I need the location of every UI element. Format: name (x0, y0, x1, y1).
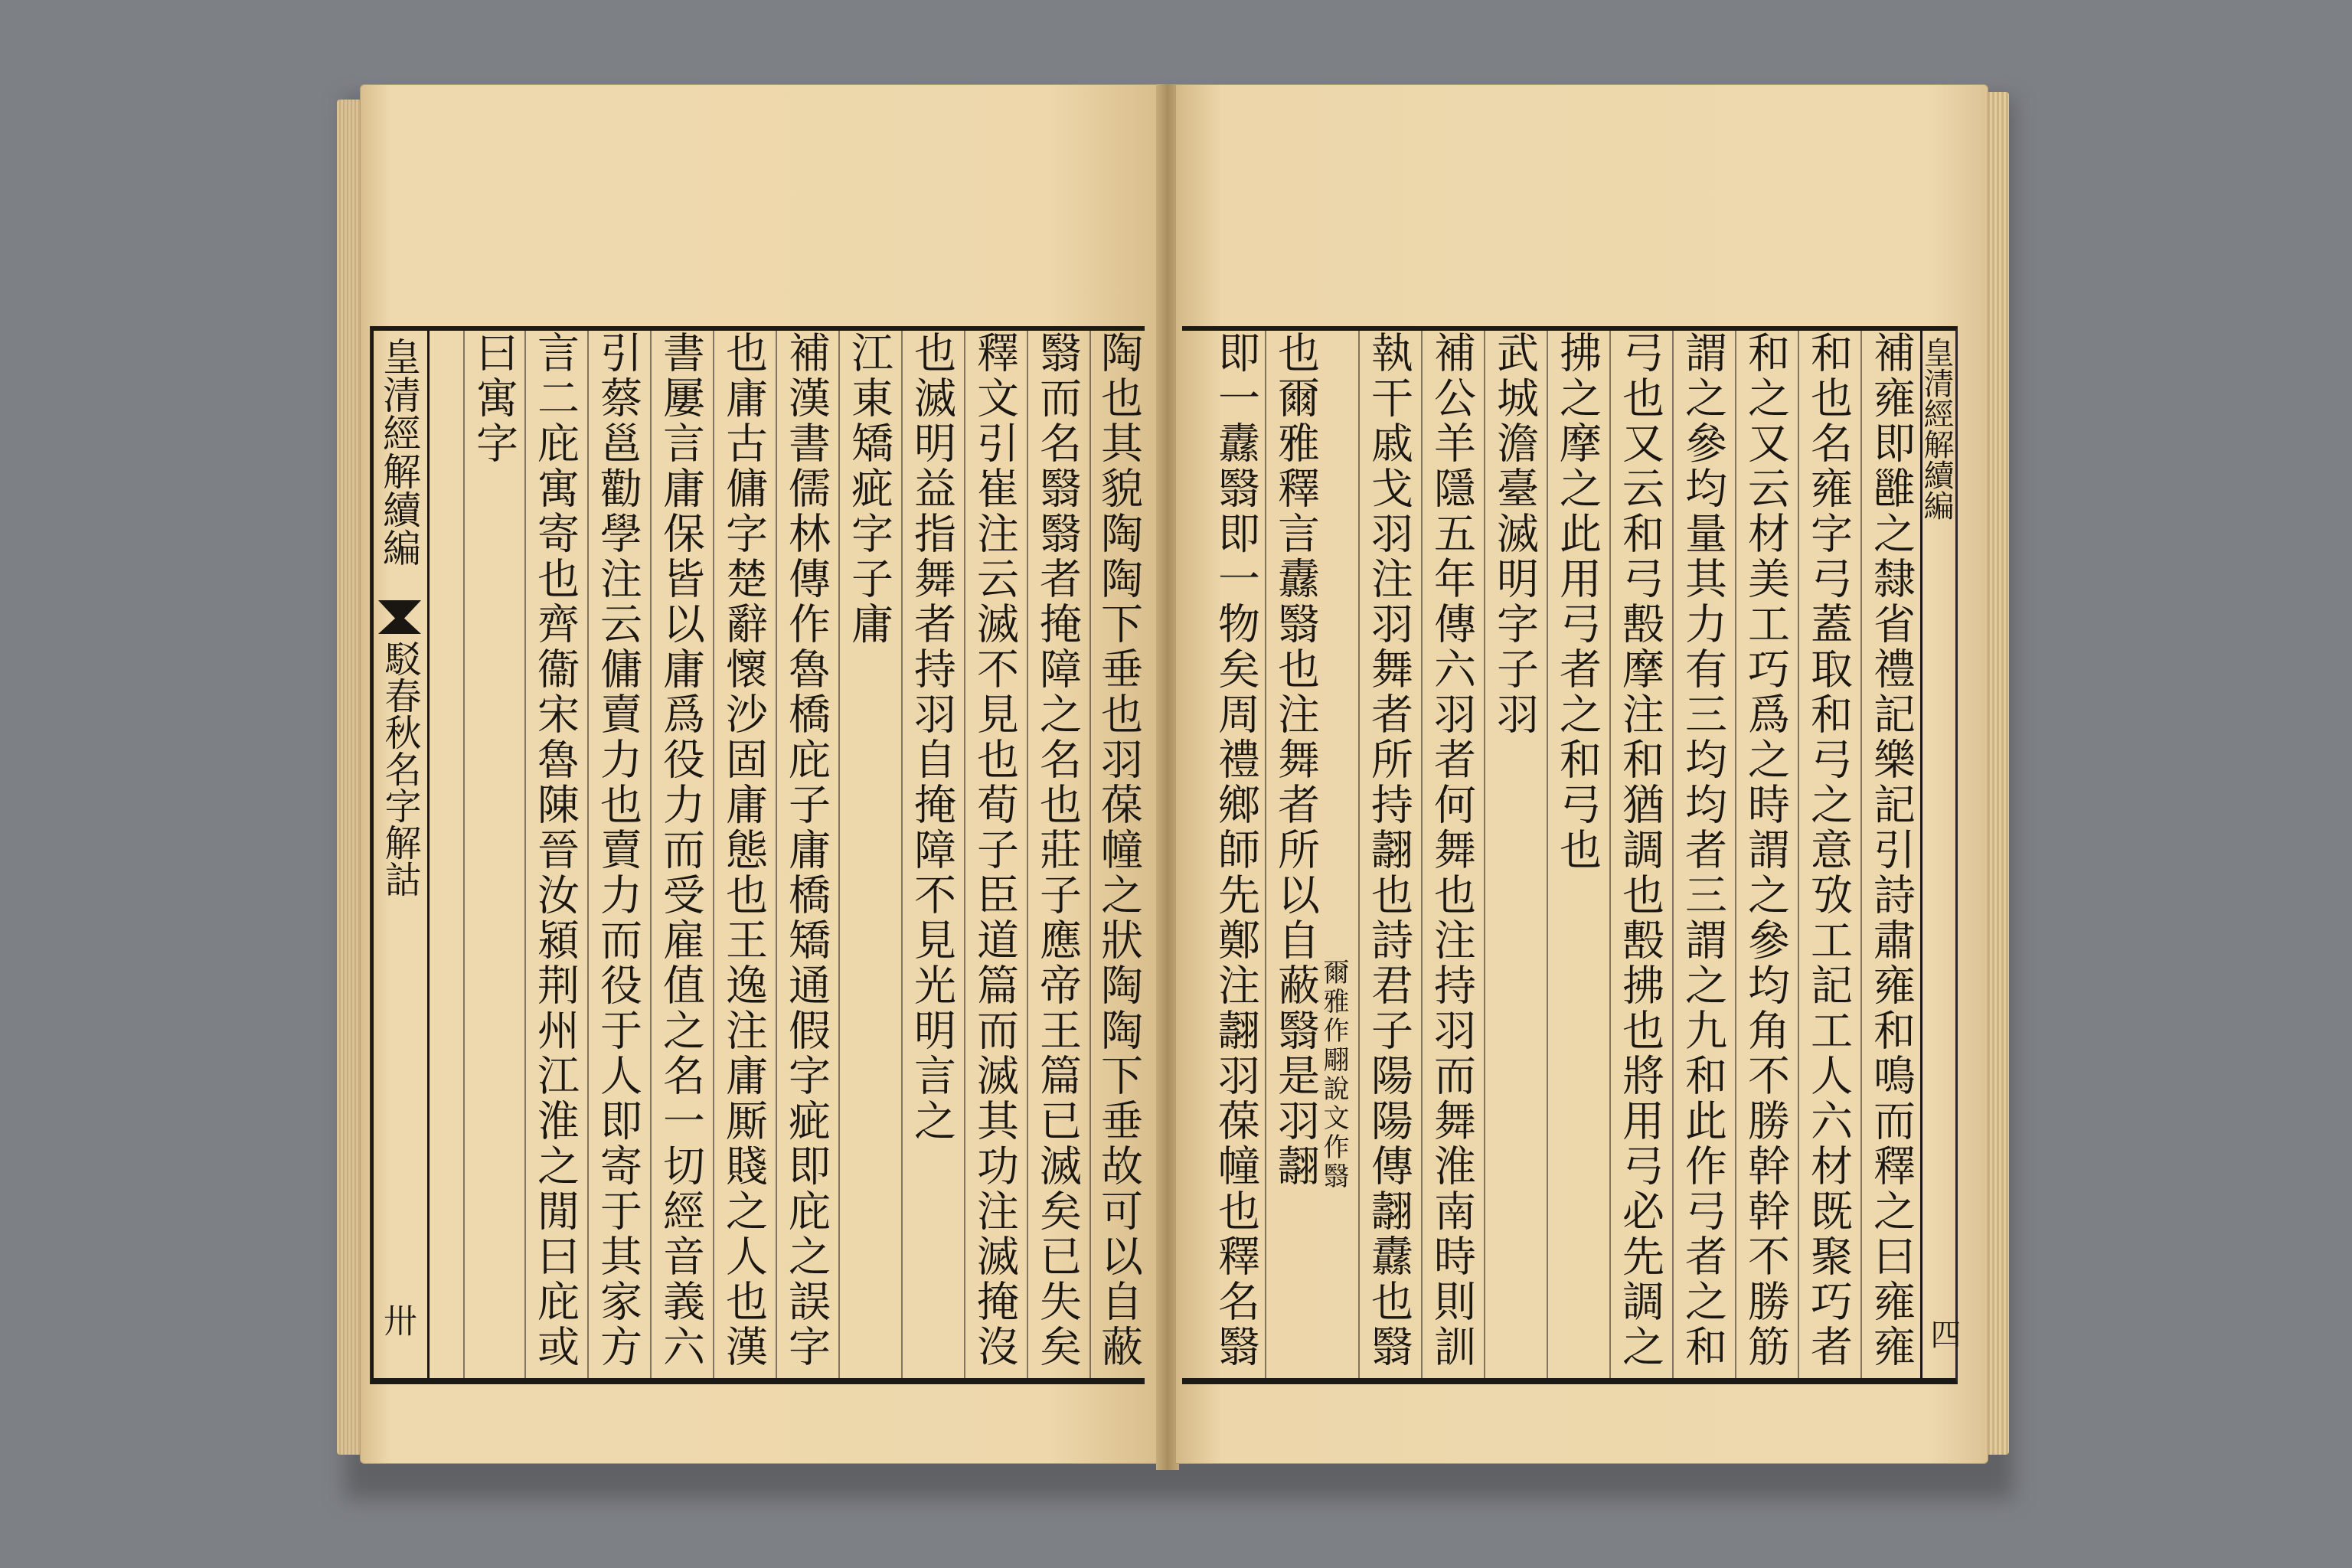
text-column-2: 翳而名翳翳者掩障之名也莊子應帝王篇已滅矣已失矣 (1033, 331, 1082, 1370)
open-book (337, 84, 2006, 1485)
text-column-3: 和之又云材美工巧爲之時謂之參均角不勝幹幹不勝筋 (1741, 331, 1790, 1370)
text-column-10-tail: 字 (469, 421, 518, 466)
right-text-frame (1182, 326, 1961, 1384)
column-rule (650, 331, 652, 1378)
right-page (1175, 84, 1988, 1464)
column-rule (713, 331, 714, 1378)
column-rule (1547, 331, 1548, 1378)
text-column-10-main: 也爾雅釋言纛翳也注舞者所以自蔽翳是羽翿 (1271, 331, 1320, 1189)
column-rule (1358, 331, 1360, 1378)
column-rule (776, 331, 777, 1378)
column-rule (1798, 331, 1799, 1378)
text-column-6: 拂之摩之此用弓者之和弓也 (1553, 331, 1602, 873)
text-column-10 (1272, 331, 1320, 1189)
left-book-title: 皇清經解續編 (377, 337, 421, 567)
left-page (360, 84, 1161, 1464)
text-column-11 (1213, 331, 1260, 1370)
left-page-number: 卅 (377, 1303, 416, 1337)
column-rule (1735, 331, 1736, 1378)
left-margin-title-column (371, 331, 430, 1378)
column-rule (1860, 331, 1862, 1378)
text-column-10: 言二庇寓寄也齊衞宋魯陳晉汝潁荆州江淮之閒曰庇或 (531, 331, 580, 1370)
right-page-number: 四 (1926, 1318, 1961, 1349)
text-column-9: 執干戚戈羽注羽舞者所持翿也詩君子陽陽傳翿纛也翳 (1364, 331, 1413, 1370)
column-rule (1609, 331, 1611, 1378)
text-column-1: 陶也其貌陶陶下垂也羽葆幢之狀陶陶下垂故可以自蔽 (1094, 331, 1143, 1370)
text-column-11: 曰寓字 (469, 331, 518, 466)
text-column-6: 補漢書儒林傳作魯橋庇子庸橋矯通假字疵即庇之誤字 (782, 331, 831, 1370)
text-column-4: 也滅明益指舞者持羽自掩障不見光明言之 (907, 331, 956, 1144)
left-page-edges (337, 100, 363, 1455)
text-column-4: 謂之參均量其力有三均均者三謂之九和此作弓者之和 (1678, 331, 1727, 1370)
column-rule (1672, 331, 1674, 1378)
column-rule (964, 331, 965, 1378)
text-column-3: 釋文引崔注云滅不見也荀子臣道篇而滅其功注滅掩沒 (970, 331, 1019, 1370)
column-rule (901, 331, 903, 1378)
column-rule (463, 331, 465, 1378)
column-rule (1027, 331, 1028, 1378)
column-rule (524, 331, 526, 1378)
text-column-9: 引蔡邕勸學注云傭賣力也賣力而役于人即寄于其家方 (593, 331, 642, 1370)
fish-tail-mark (378, 600, 421, 634)
left-text-frame (370, 326, 1145, 1384)
text-column-8: 書屢言庸保皆以庸爲役力而受雇值之名一切經音義六 (656, 331, 705, 1370)
text-column-7: 也庸古傭字楚辭懷沙固庸態也王逸注庸厮賤之人也漢 (719, 331, 768, 1370)
text-column-7: 武城澹臺滅明字子羽 (1490, 331, 1539, 737)
column-rule (838, 331, 840, 1378)
small-annotation: 爾雅作翢說文作翳 (1318, 959, 1349, 1191)
left-chapter-title: 駁春秋名字解詁 (378, 640, 421, 897)
column-rule (1484, 331, 1485, 1378)
text-column-2: 和也名雍字弓蓋取和弓之意攷工記工人六材既聚巧者 (1804, 331, 1853, 1370)
column-rule (1089, 331, 1091, 1378)
right-book-title: 皇清經解續編 (1919, 337, 1954, 521)
text-column-1: 補雍即雝之隸省禮記樂記引詩肅雍和鳴而釋之曰雍雍 (1867, 331, 1916, 1370)
column-rule (587, 331, 589, 1378)
text-column-5: 江東矯疵字子庸 (844, 331, 893, 647)
column-rule (1265, 331, 1266, 1378)
right-margin-title-column (1919, 331, 1961, 1378)
column-rule (1421, 331, 1423, 1378)
text-column-11-main: 即一纛翳即一物矣周禮鄉師先鄭注翿羽葆幢也釋名翳 (1211, 331, 1260, 1370)
text-column-8: 補公羊隱五年傳六羽者何舞也注持羽而舞淮南時則訓 (1427, 331, 1476, 1370)
text-column-5: 弓也又云和弓毄摩注和猶調也毄拂也將用弓必先調之 (1615, 331, 1664, 1370)
